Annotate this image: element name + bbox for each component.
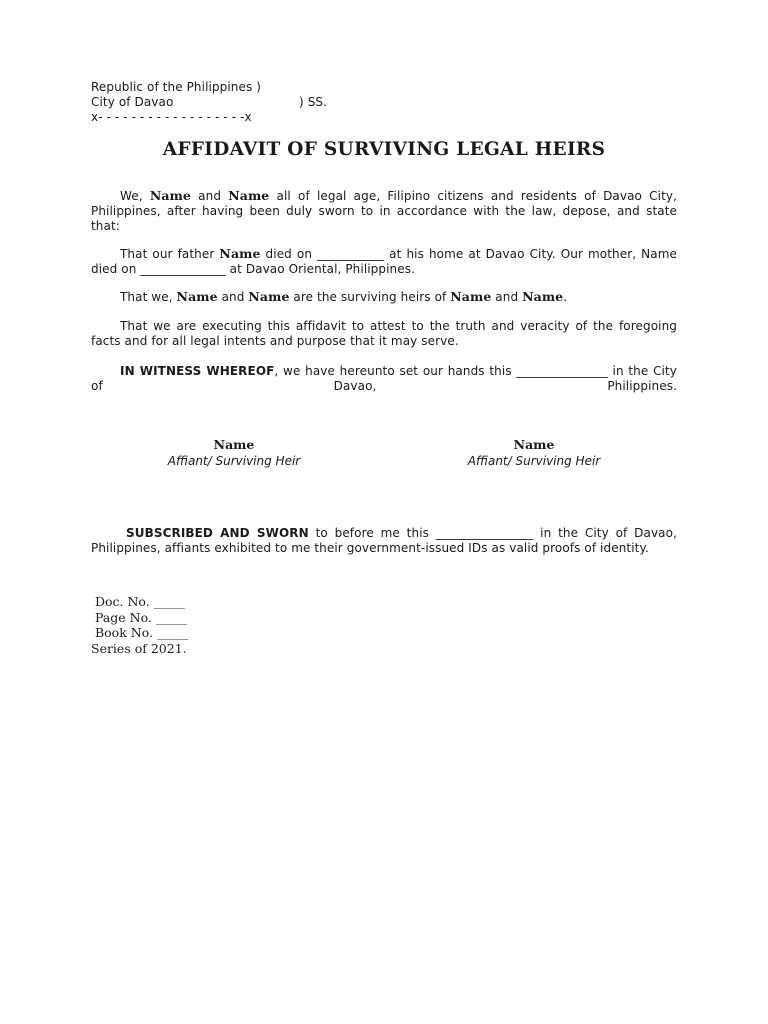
venue-city: City of Davao xyxy=(91,95,174,109)
p1-text-2: and xyxy=(198,189,222,203)
notarial-register xyxy=(91,594,188,656)
affiant-name-1: Name xyxy=(149,188,191,203)
signature-block-2 xyxy=(414,437,654,469)
father-name: Name xyxy=(219,246,261,261)
notary-book-no: Book No. _____ xyxy=(91,625,189,640)
signatory-role-1: Affiant/ Surviving Heir xyxy=(167,454,301,468)
venue-republic: Republic of the Philippines ) xyxy=(91,80,262,94)
venue-ss-mark: ) SS. xyxy=(299,95,328,109)
signatory-name-2: Name xyxy=(513,437,555,452)
signatory-name-1: Name xyxy=(213,437,255,452)
venue-separator: x- - - - - - - - - - - - - - - - - -x xyxy=(91,110,252,124)
jurat-lead: SUBSCRIBED AND SWORN xyxy=(126,526,309,540)
p1-text-3: all of legal age, Filipino citizens and residents of Davao City, Philippines, after having been duly sworn to in accordance with the law, depose, and state that: xyxy=(91,189,677,233)
paragraph-purpose xyxy=(91,319,677,349)
paragraph-jurat xyxy=(91,526,677,556)
signatory-role-2: Affiant/ Surviving Heir xyxy=(467,454,601,468)
affiant-name-2: Name xyxy=(228,188,270,203)
jurat-text: to before me this ________________ in the City of Davao, Philippines, affiants exhibited to me their government-issued IDs as valid proofs of identity. xyxy=(91,526,677,555)
p3-text-4: and xyxy=(495,290,519,304)
p3-text-1: That we, xyxy=(120,290,173,304)
notary-doc-no: Doc. No. _____ xyxy=(91,594,185,609)
paragraph-affiants xyxy=(91,188,677,234)
p3-text-3: are the surviving heirs of xyxy=(293,290,447,304)
notary-series: Series of 2021. xyxy=(91,640,187,656)
heir-name-1: Name xyxy=(176,289,218,304)
witness-lead: IN WITNESS WHEREOF xyxy=(120,364,275,378)
venue-header xyxy=(91,80,391,125)
p2-text-2: died on ___________ at his home at Davao City. Our mother, Name died on ______________ at Davao Oriental, Philippines. xyxy=(91,247,677,276)
p2-text-1: That our father xyxy=(120,247,215,261)
signature-block-1 xyxy=(114,437,354,469)
parent-name-1: Name xyxy=(450,289,492,304)
p1-text-1: We, xyxy=(120,189,143,203)
p3-text-2: and xyxy=(221,290,245,304)
p5-text: , we have hereunto set our hands this _______________ in the City of Davao, Philippines. xyxy=(91,364,677,393)
paragraph-deceased xyxy=(91,246,677,277)
parent-name-2: Name xyxy=(522,289,564,304)
paragraph-heirs xyxy=(91,289,677,305)
heir-name-2: Name xyxy=(248,289,290,304)
notary-page-no: Page No. _____ xyxy=(91,609,188,625)
document-title: AFFIDAVIT OF SURVIVING LEGAL HEIRS xyxy=(162,139,606,160)
venue-city-line xyxy=(91,95,391,110)
p4-text: That we are executing this affidavit to attest to the truth and veracity of the foregoing facts and for all legal intents and purpose that it may serve. xyxy=(91,319,677,348)
paragraph-witness xyxy=(91,364,677,394)
p3-text-5: . xyxy=(563,290,568,304)
